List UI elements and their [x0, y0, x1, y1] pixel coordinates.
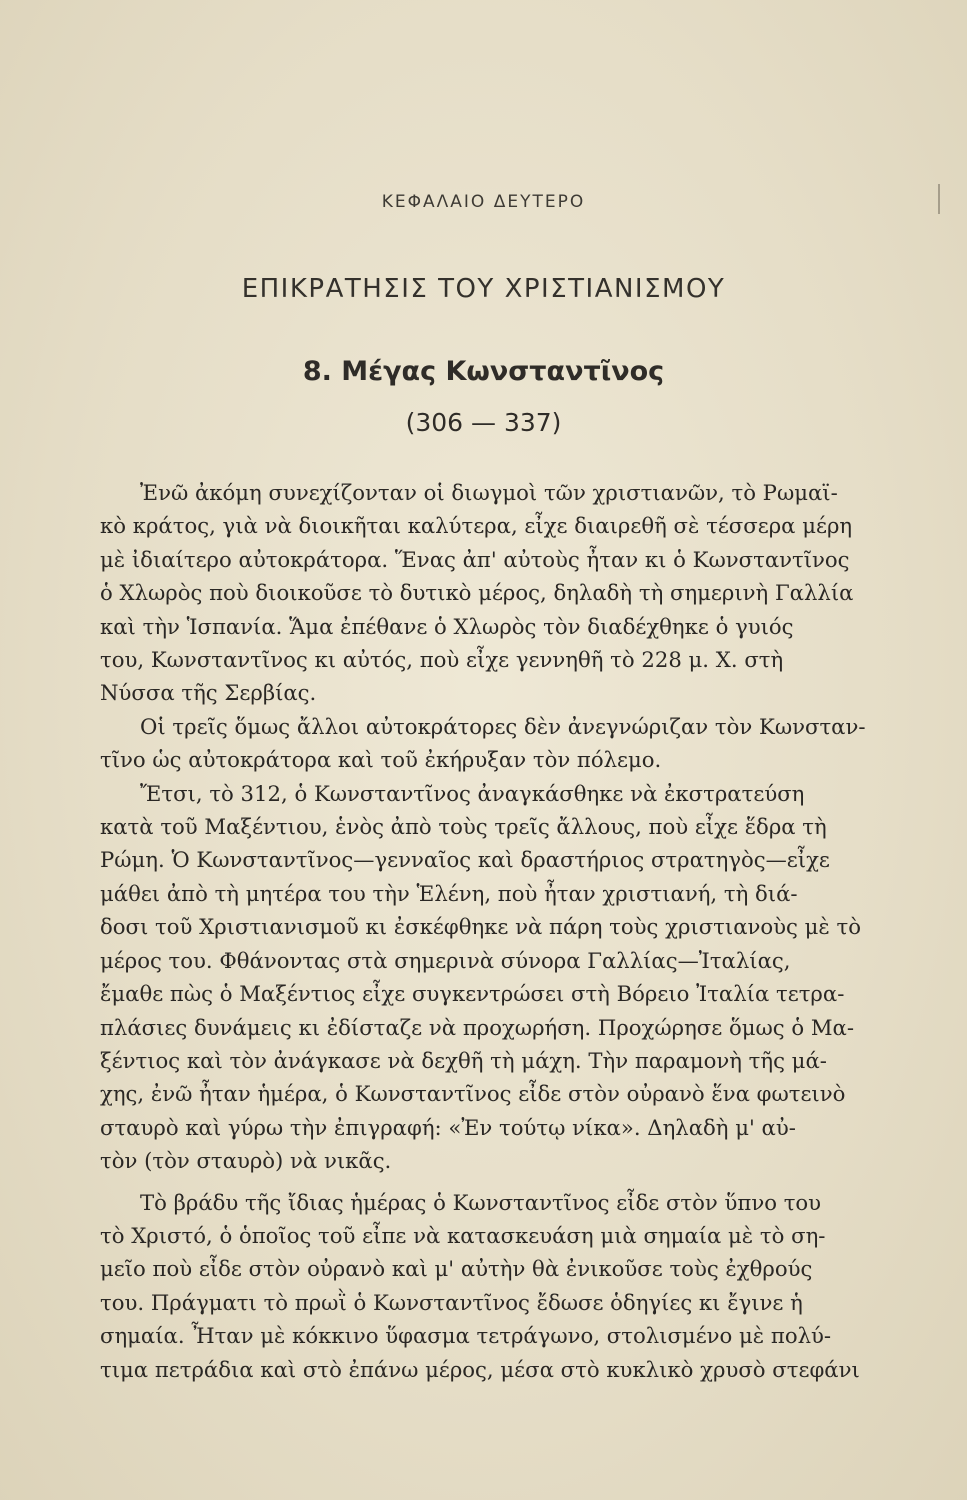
chapter-heading: ΚΕΦΑΛΑΙΟ ΔΕΥΤΕΡΟ — [381, 192, 586, 212]
text-line: μάθει ἀπὸ τὴ μητέρα του τὴν Ἑλένη, ποὺ ἦταν χριστιανή, τὴ διά- — [100, 880, 798, 906]
text-line: τιμα πετράδια καὶ στὸ ἐπάνω μέρος, μέσα στὸ κυκλικὸ χρυσὸ στεφάνι — [100, 1356, 860, 1382]
text-line: τὸν (τὸν σταυρὸ) νὰ νικᾶς. — [100, 1148, 392, 1174]
paragraph-gap — [100, 1178, 910, 1186]
text-line: ὁ Χλωρὸς ποὺ διοικοῦσε τὸ δυτικὸ μέρος, δηλαδὴ τὴ σημερινὴ Γαλλία — [100, 580, 854, 606]
text-line: ἔμαθε πὼς ὁ Μαξέντιος εἶχε συγκεντρώσει στὴ Βόρειο Ἰταλία τετρα- — [100, 981, 845, 1007]
text-line: Τὸ βράδυ τῆς ἴδιας ἡμέρας ὁ Κωνσταντῖνος εἶδε στὸν ὕπνο του — [140, 1189, 822, 1215]
text-line: ξέντιος καὶ τὸν ἀνάγκασε νὰ δεχθῆ τὴ μάχη. Τὴν παραμονὴ τῆς μά- — [100, 1047, 827, 1073]
text-line: μὲ ἰδιαίτερο αὐτοκράτορα. Ἕνας ἀπ' αὐτοὺς ἦταν κι ὁ Κωνσταντῖνος — [100, 546, 850, 572]
text-line: τῖνο ὡς αὐτοκράτορα καὶ τοῦ ἐκήρυξαν τὸν πόλεμο. — [100, 747, 662, 773]
text-line: σταυρὸ καὶ γύρω τὴν ἐπιγραφή: «Ἐν τούτῳ νίκα». Δηλαδὴ μ' αὐ- — [100, 1114, 796, 1140]
text-line: χης, ἐνῶ ἦταν ἡμέρα, ὁ Κωνσταντῖνος εἶδε στὸν οὐρανὸ ἕνα φωτεινὸ — [100, 1081, 846, 1107]
text-line: τὸ Χριστό, ὁ ὁποῖος τοῦ εἶπε νὰ κατασκευάση μιὰ σημαία μὲ τὸ ση- — [100, 1222, 826, 1248]
text-line: Ρώμη. Ὁ Κωνσταντῖνος—γενναῖος καὶ δραστήριος στρατηγὸς—εἶχε — [100, 847, 830, 873]
text-line: μέρος του. Φθάνοντας στὰ σημερινὰ σύνορα Γαλλίας—Ἰταλίας, — [100, 947, 791, 973]
text-line: του, Κωνσταντῖνος κι αὐτός, ποὺ εἶχε γεννηθῆ τὸ 228 μ. Χ. στὴ — [100, 647, 784, 673]
section-dates: (306 — 337) — [405, 408, 562, 437]
text-line: δοσι τοῦ Χριστιανισμοῦ κι ἐσκέφθηκε νὰ πάρη τοὺς χριστιανοὺς μὲ τὸ — [100, 914, 861, 940]
text-line: καὶ τὴν Ἱσπανία. Ἅμα ἐπέθανε ὁ Χλωρὸς τὸν διαδέχθηκε ὁ γυιός — [100, 613, 794, 639]
text-line: Νύσσα τῆς Σερβίας. — [100, 680, 317, 706]
text-line: Ἐνῶ ἀκόμη συνεχίζονταν οἱ διωγμοὶ τῶν χριστιανῶν, τὸ Ρωμαϊ- — [140, 480, 838, 505]
section-title: 8. Μέγας Κωνσταντῖνος — [302, 356, 665, 387]
text-line: μεῖο ποὺ εἶδε στὸν οὐρανὸ καὶ μ' αὐτὴν θὰ ἐνικοῦσε τοὺς ἐχθρούς — [100, 1256, 813, 1282]
text-line: κατὰ τοῦ Μαξέντιου, ἑνὸς ἀπὸ τοὺς τρεῖς ἄλλους, ποὺ εἶχε ἕδρα τὴ — [100, 814, 827, 840]
text-line: Ἔτσι, τὸ 312, ὁ Κωνσταντῖνος ἀναγκάσθηκε νὰ ἐκστρατεύση — [140, 780, 805, 806]
body-text — [100, 476, 910, 1386]
chapter-title: ΕΠΙΚΡΑΤΗΣΙΣ ΤΟΥ ΧΡΙΣΤΙΑΝΙΣΜΟΥ — [241, 274, 726, 304]
text-line: κὸ κράτος, γιὰ νὰ διοικῆται καλύτερα, εἶχε διαιρεθῆ σὲ τέσσερα μέρη — [100, 513, 853, 539]
text-line: Οἱ τρεῖς ὅμως ἄλλοι αὐτοκράτορες δὲν ἀνεγνώριζαν τὸν Κωνσταν- — [140, 713, 866, 739]
text-line: πλάσιες δυνάμεις κι ἐδίσταζε νὰ προχωρήση. Προχώρησε ὅμως ὁ Μα- — [100, 1014, 855, 1040]
text-line: σημαία. Ἦταν μὲ κόκκινο ὕφασμα τετράγωνο, στολισμένο μὲ πολύ- — [100, 1323, 832, 1349]
text-line: του. Πράγματι τὸ πρωῒ ὁ Κωνσταντῖνος ἔδωσε ὁδηγίες κι ἔγινε ἡ — [100, 1289, 803, 1315]
